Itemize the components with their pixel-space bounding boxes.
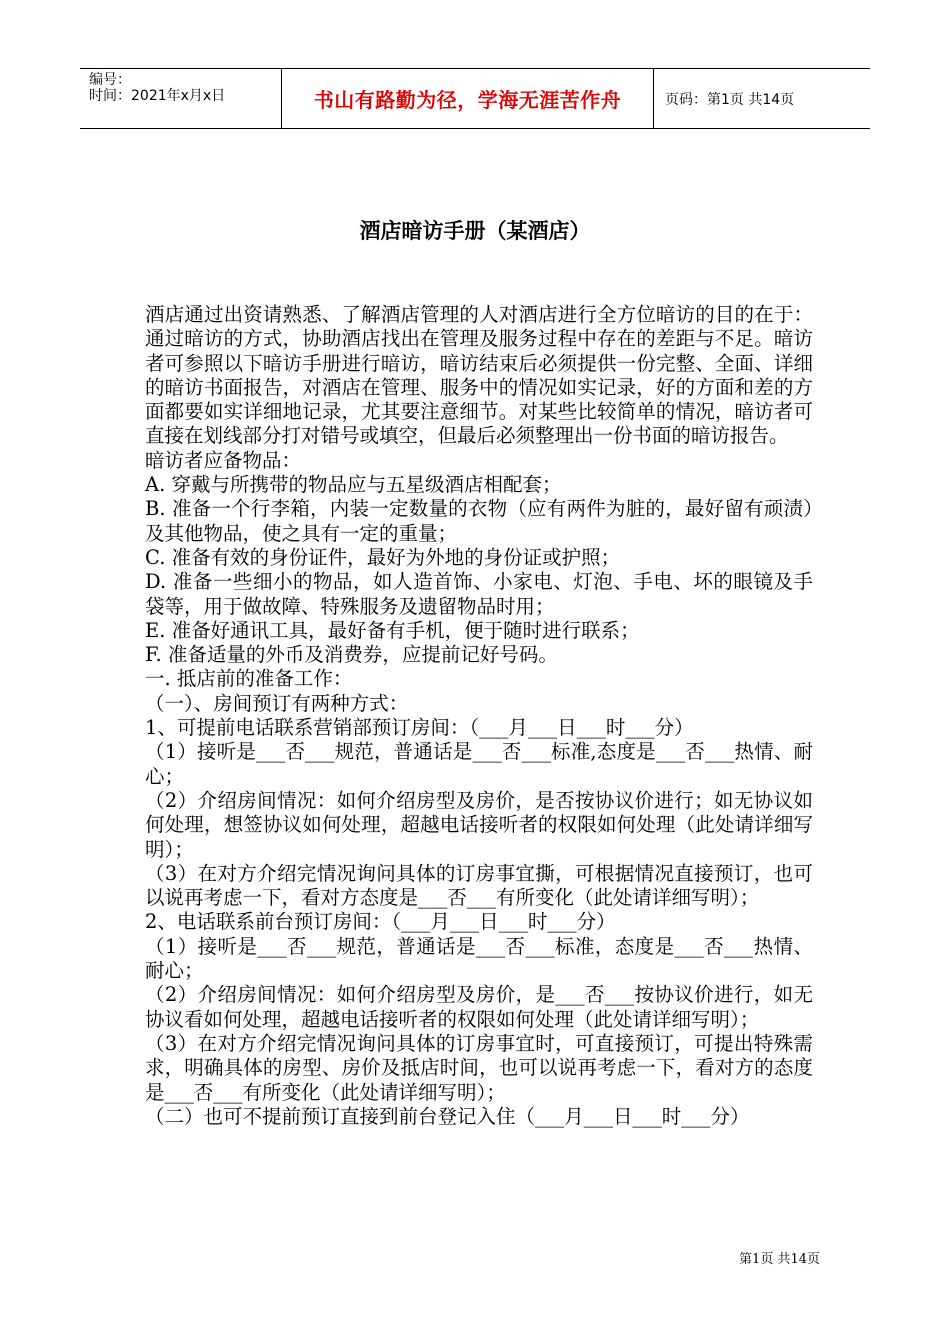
paragraph-sales-answer: （1）接听是___否___规范，普通话是___否___标准,态度是___否___热情、耐心； <box>145 740 813 788</box>
document-number-label: 编号： <box>89 72 131 88</box>
header-motto: 书山有路勤为径，学海无涯苦作舟 <box>313 88 622 112</box>
document-title: 酒店暗访手册（某酒店） <box>359 218 591 243</box>
document-body <box>145 303 813 1129</box>
paragraph-item-a: A. 穿戴与所携带的物品应与五星级酒店相配套； <box>145 473 562 497</box>
paragraph-item-f: F. 准备适量的外币及消费券，应提前记好号码。 <box>145 643 558 667</box>
paragraph-item-d: D. 准备一些细小的物品，如人造首饰、小家电、灯泡、手电、坏的眼镜及手袋等，用于做故障、特殊服务及遗留物品时用； <box>145 570 813 618</box>
paragraph-items-heading: 暗访者应备物品： <box>145 448 302 472</box>
subsection-heading-1: （一）、房间预订有两种方式： <box>145 691 409 715</box>
paragraph-phone-sales: 1、可提前电话联系营销部预订房间：（___月___日___时___分） <box>145 716 694 740</box>
paragraph-phone-frontdesk: 2、电话联系前台预订房间：（___月___日___时___分） <box>145 910 616 934</box>
header-page-info-cell <box>654 69 870 128</box>
section-heading-1: 一. 抵店前的准备工作： <box>145 667 353 691</box>
subsection-heading-2: （二）也可不提前预订直接到前台登记入住（___月___日___时___分） <box>145 1104 750 1128</box>
header-meta <box>80 69 282 128</box>
header-page-info: 页码：第1页 共14页 <box>665 91 795 108</box>
paragraph-frontdesk-booking: （3）在对方介绍完情况询问具体的订房事宜时，可直接预订，可提出特殊需求，明确具体的房型、房价及抵店时间，也可以说再考虑一下，看对方的态度是___否___有所变化（此处请详细写明）； <box>145 1031 813 1104</box>
page-footer: 第1页 共14页 <box>739 1252 820 1267</box>
document-time-label: 时间：2021年x月x日 <box>89 88 226 104</box>
paragraph-intro: 酒店通过出资请熟悉、了解酒店管理的人对酒店进行全方位暗访的目的在于：通过暗访的方式，协助酒店找出在管理及服务过程中存在的差距与不足。暗访者可参照以下暗访手册进行暗访，暗访结束后必须提供一份完整、全面、详细的暗访书面报告，对酒店在管理、服务中的情况如实记录，好的方面和差的方面都要如实详细地记录，尤其要注意细节。对某些比较简单的情况，暗访者可直接在划线部分打对错号或填空，但最后必须整理出一份书面的暗访报告。 <box>145 303 813 448</box>
paragraph-sales-intro-room: （2）介绍房间情况：如何介绍房型及房价，是否按协议价进行；如无协议如何处理，想签协议如何处理，超越电话接听者的权限如何处理（此处请详细写明）； <box>145 788 813 861</box>
paragraph-sales-booking: （3）在对方介绍完情况询问具体的订房事宜撕，可根据情况直接预订，也可以说再考虑一下，看对方态度是___否___有所变化（此处请详细写明）； <box>145 861 813 910</box>
page-header <box>80 68 870 129</box>
paragraph-frontdesk-answer: （1）接听是___否___规范，普通话是___否___标准，态度是___否___热情、耐心； <box>145 934 813 983</box>
header-motto-cell <box>282 69 654 128</box>
paragraph-frontdesk-intro-room: （2）介绍房间情况：如何介绍房型及房价，是___否___按协议价进行，如无协议看如何处理，超越电话接听者的权限如何处理（此处请详细写明）； <box>145 983 813 1031</box>
paragraph-item-e: E. 准备好通讯工具，最好备有手机，便于随时进行联系； <box>145 618 640 642</box>
paragraph-item-b: B. 准备一个行李箱，内装一定数量的衣物（应有两件为脏的，最好留有顽渍）及其他物品，使之具有一定的重量； <box>145 497 813 545</box>
paragraph-item-c: C. 准备有效的身份证件，最好为外地的身份证或护照； <box>145 545 621 569</box>
